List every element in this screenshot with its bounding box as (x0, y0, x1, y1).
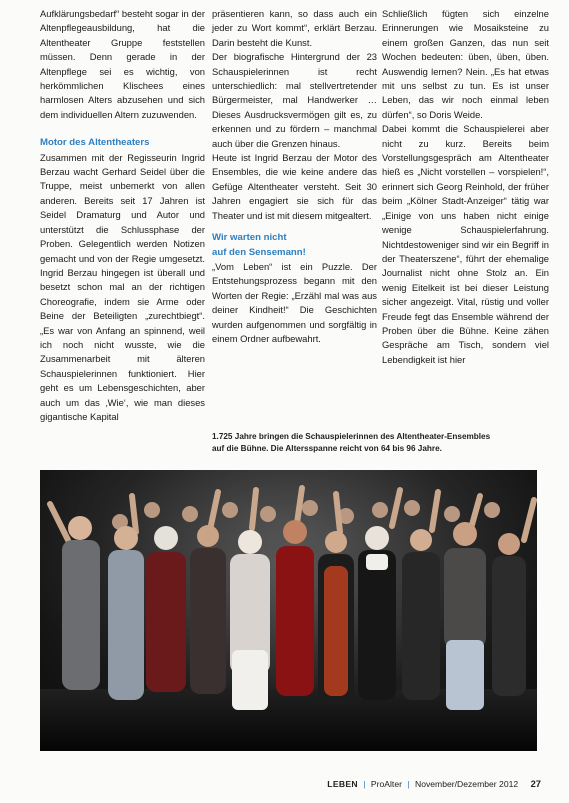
subheading-sensemann (212, 231, 377, 260)
text-column-1 (40, 7, 205, 424)
column1-paragraph-1: Aufklärungsbedarf“ besteht sogar in der Altenpflegeausbildung, hat die Altentheater Gruppe feststellen müssen. Denn gerade in der Altenpflege sei es wichtig, von herkömmlichen Klischees eines harmlosen Alters abzusehen und sich dem individuellen Altern zuzuwenden. (40, 8, 205, 120)
caption-line-1: 1.725 Jahre bringen die Schauspielerinnen des Altentheater-Ensembles (212, 432, 491, 441)
column3-paragraph-1: Schließlich fügten sich einzelne Erinnerungen wie Mosaiksteine zu einem großen Ganzen, das nun seit Wochen bedeuten: üben, üben, üben. Auswendig lernen? Nein. „Es hat etwas mit uns selbst zu tun. Es ist unser Leben, das wir noch einmal leben dürfen“, so Doris Weide. (382, 8, 549, 120)
footer-separator: | (407, 779, 410, 789)
column1-paragraph-2: Zusammen mit der Regisseurin Ingrid Berzau wacht Gerhard Seidel über die Truppe, meist unbemerkt von allen anderen. Bereits seit 17 Jahren ist Seidel Dramaturg und Autor und unterstützt die Schlussphase der Proben. Gelegentlich werden Notizen gemacht und von der Regie umgesetzt. Ingrid Berzau hingegen ist überall und besetzt schon mal an der richtigen Choreografie, indem sie Arme oder Beine der Beteiligten „zurechtbiegt“. „Es war von Anfang an spinnend, weil ich noch nicht wusste, wie die Zusammenarbeit mit älteren Schauspielerinnen funktioniert. Hier geht es um Lebensgeschichten, aber auch um das ‚Wie‘, wie man dieses gigantische Kapital (40, 151, 205, 422)
subheading-line-2: auf den Sensemann! (212, 246, 306, 258)
page-number: 27 (530, 778, 541, 789)
subheading-line-1: Wir warten nicht (212, 232, 287, 244)
column2-paragraph-1: präsentieren kann, so dass auch ein jeder zu Wort kommt“, erklärt Berzau. Darin besteht die Kunst. (212, 8, 377, 48)
page-footer (327, 778, 541, 789)
footer-section: LEBEN (327, 779, 358, 789)
text-column-3 (382, 7, 549, 367)
footer-magazine: ProAlter (370, 779, 402, 789)
caption-line-2: auf die Bühne. Die Altersspanne reicht von 64 bis 96 Jahre. (212, 444, 442, 453)
footer-issue: November/Dezember 2012 (414, 779, 519, 789)
column3-paragraph-2: Dabei kommt die Schauspielerei aber nicht zu kurz. Bereits beim Vorstellungsgespräch am Altentheater hieß es „Nicht vorstellen – vorspielen!“, erinnert sich Georg Reinhold, der früher beim „Kölner Stadt-Anzeiger“ tätig war „Einige von uns haben nicht einige wenige Schauspielerfahrung. Nichtdestoweniger sind wir ein Begriff in der Theaterszene“, führt der ehemalige Journalist nicht ohne Stolz an. Ein wenig Eitelkeit ist bei dieser Leistung sicher angezeigt. Vital, rüstig und voller Freude fegt das Ensemble während der Proben über die Bühne. Keine zähen Gespräche am Tisch, sondern viel Lebendigkeit ist hier (382, 123, 549, 365)
subheading-motor: Motor des Altentheaters (40, 137, 150, 149)
photo-caption (212, 431, 542, 455)
column2-paragraph-3: Heute ist Ingrid Berzau der Motor des Ensembles, die wie keine andere das Gefüge Altentheater versteht. Seit 30 Jahren engagiert sie sich für das Theater und ist mit diesem mitgealtert. (212, 152, 377, 221)
ensemble-silhouettes (40, 470, 537, 751)
text-column-2 (212, 7, 377, 346)
footer-separator: | (363, 779, 366, 789)
column2-paragraph-2: Der biografische Hintergrund der 23 Schauspielerinnen ist recht unterschiedlich: mal stellvertretender Bürgermeister, mal Handwerker … Dieses Ausdrucksvermögen gilt es, zu erkennen und zu fördern – manchmal auch über die Grenzen hinaus. (212, 51, 377, 149)
ensemble-photo (40, 470, 537, 751)
column2-paragraph-4: „Vom Leben“ ist ein Puzzle. Der Entstehungsprozess begann mit den Worten der Regie: „Erzähl mal was aus deiner Kindheit!“ Die Geschichten wurden aufgenommen und sorgfältig in einem Ordner aufbewahrt. (212, 260, 377, 344)
